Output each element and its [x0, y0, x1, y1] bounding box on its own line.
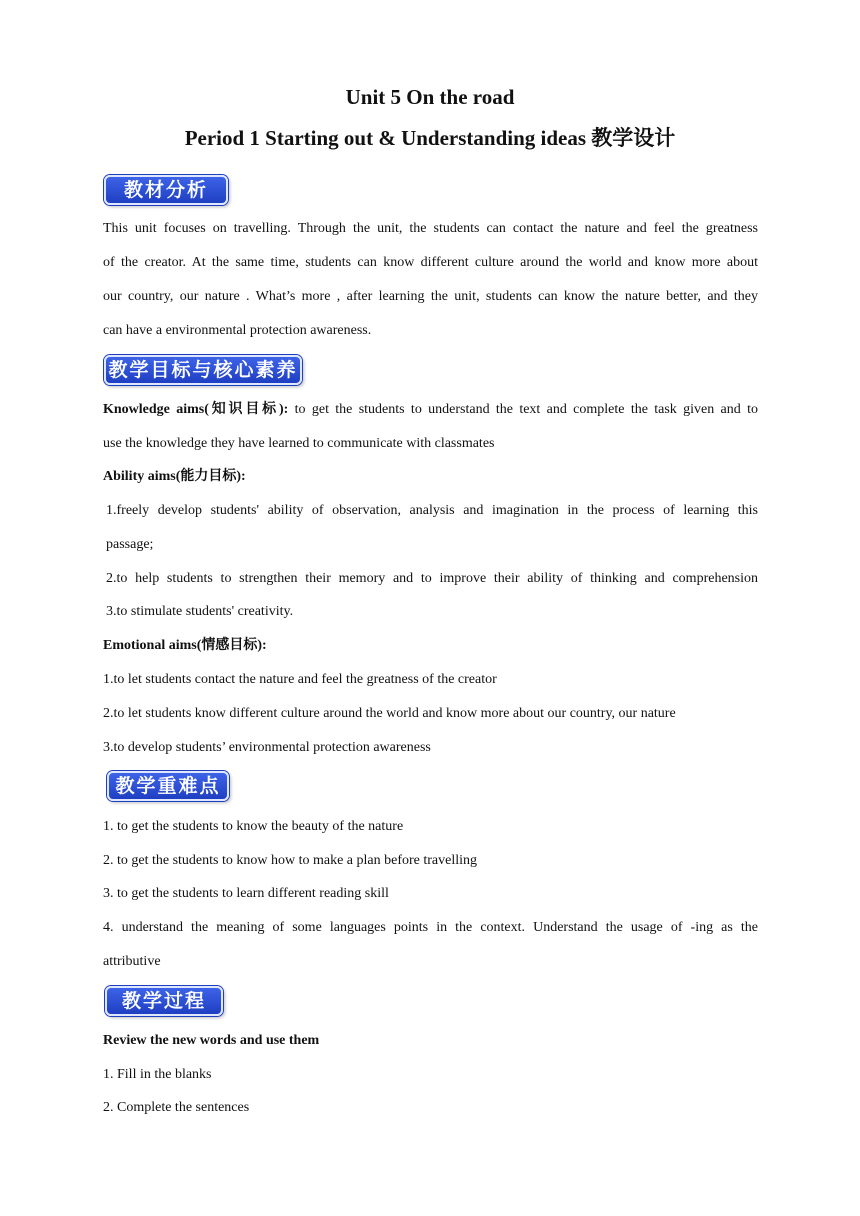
ability-item-1: 1.freely develop students' ability of observation, analysis and imagination in the process of learning this — [106, 503, 758, 518]
document-subtitle: Period 1 Starting out & Understanding ideas 教学设计 — [184, 126, 676, 150]
section-badge-objectives: 教学目标与核心素养 — [104, 355, 302, 385]
ability-aims-label: Ability aims(能力目标): — [103, 469, 246, 484]
process-item-1: 1. Fill in the blanks — [103, 1067, 212, 1082]
ability-item-3: 3.to stimulate students' creativity. — [106, 604, 294, 619]
analysis-line-2: of the creator. At the same time, students can know different culture around the world and know more about — [103, 255, 758, 270]
section-badge-analysis: 教材分析 — [104, 175, 228, 205]
emotional-aims-label: Emotional aims(情感目标): — [103, 638, 267, 653]
key-point-2: 2. to get the students to know how to make a plan before travelling — [103, 853, 478, 868]
key-point-3: 3. to get the students to learn different reading skill — [103, 886, 389, 901]
ability-item-1-cont: passage; — [106, 537, 154, 552]
knowledge-aims-text-2: use the knowledge they have learned to communicate with classmates — [103, 436, 495, 451]
process-heading: Review the new words and use them — [103, 1033, 320, 1048]
emotional-item-3: 3.to develop students’ environmental protection awareness — [103, 740, 431, 755]
analysis-line-4: can have a environmental protection awareness. — [103, 323, 372, 338]
ability-item-2: 2.to help students to strengthen their memory and to improve their ability of thinking and comprehension — [106, 571, 758, 586]
section-badge-key-points: 教学重难点 — [107, 771, 229, 801]
knowledge-aims-text: to get the students to understand the text and complete the task given and to — [288, 402, 758, 417]
emotional-item-2: 2.to let students know different culture around the world and know more about our country, our nature — [103, 706, 676, 721]
section-badge-process: 教学过程 — [105, 986, 223, 1016]
key-point-4: 4. understand the meaning of some languages points in the context. Understand the usage of -ing as the — [103, 920, 758, 935]
process-item-2: 2. Complete the sentences — [103, 1100, 250, 1115]
key-point-1: 1. to get the students to know the beauty of the nature — [103, 819, 404, 834]
key-point-4-cont: attributive — [103, 954, 161, 969]
knowledge-aims-label: Knowledge aims(知识目标): — [103, 402, 289, 417]
emotional-item-1: 1.to let students contact the nature and feel the greatness of the creator — [103, 672, 497, 687]
analysis-line-3: our country, our nature . What’s more , after learning the unit, students can know the nature better, and they — [103, 289, 758, 304]
analysis-line-1: This unit focuses on travelling. Through the unit, the students can contact the nature and feel the greatness — [103, 221, 758, 236]
knowledge-aims — [103, 401, 758, 419]
document-title: Unit 5 On the road — [345, 85, 515, 109]
